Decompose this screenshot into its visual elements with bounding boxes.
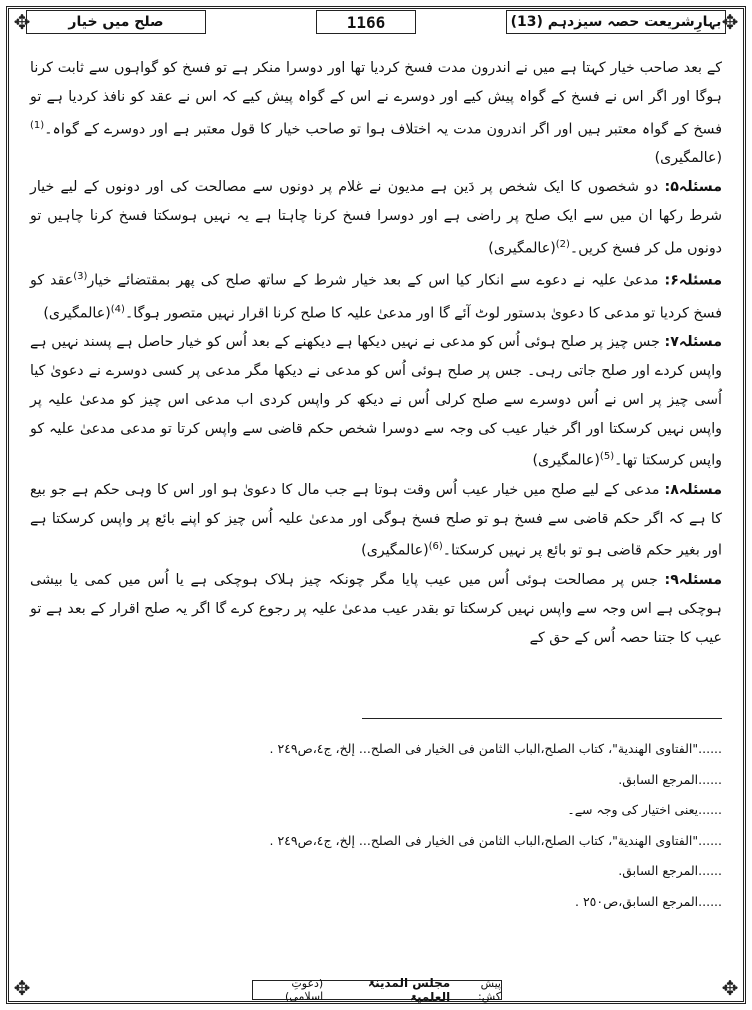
footnote-ref[interactable]: (6) — [428, 541, 443, 553]
footnotes — [162, 734, 722, 917]
page-header — [26, 10, 726, 36]
footer-prefix: پیش کش: — [478, 977, 501, 1003]
source-citation: (عالمگیری) — [43, 305, 111, 322]
paragraph — [30, 263, 722, 328]
source-citation: (عالمگیری) — [361, 543, 429, 560]
footnote-item: ......المرجع السابق. — [618, 771, 722, 787]
corner-ornament-icon: ✥ — [721, 976, 739, 1000]
paragraph-text: مدعیٰ علیہ نے دعوے سے انکار کیا اس کے بعد خیار شرط کے ساتھ صلح کی پھر بمقتضائے خیار — [87, 272, 659, 289]
masala-label: مسئلہ۶: — [664, 272, 722, 289]
footnote-ref[interactable]: (4) — [110, 303, 125, 315]
footnote-item: ......المرجع السابق. — [618, 863, 722, 878]
paragraph-text: کے بعد صاحب خیار کہتا ہے میں نے اندرون مدت فسخ کردیا تھا اور دوسرا منکر ہے تو فسخ کو گواہوں سے ثابت کرنا ہوگا اور اگر اس نے فسخ کے گواہ پیش کیے اور دوسرے نے اس کے گواہ پیش کیے کہ اس نے عقد کو نافذ کردیا ہے تو فسخ کے گواہ معتبر ہیں اور اگر اندرون مدت یہ اختلاف ہوا تو صاحب خیار کا قول معتبر ہے اور دوسرے کے گواہ۔ — [30, 60, 722, 138]
masala-label: مسئلہ۷: — [664, 334, 722, 351]
masala-label: مسئلہ۸: — [664, 481, 723, 498]
paragraph — [30, 173, 722, 263]
masala-label: مسئلہ۵: — [664, 178, 722, 195]
footnote-item: ......یعنی اختیار کی وجہ سے۔ — [567, 802, 722, 817]
source-citation: (عالمگیری) — [654, 150, 722, 167]
paragraph-text: عقد کو فسخ کردیا تو مدعی کا دعویٰ بدستور لوٹ آئے گا اور مدعیٰ علیہ کا صلح کرنا اقرار نہیں متصور ہوگا۔ — [30, 272, 722, 322]
publisher-name: مجلس المدینۃ العلمیۃ — [368, 976, 451, 1004]
footnote-item: ......"الفتاوی الهندية"، كتاب الصلح،الباب الثامن فی الخيار فی الصلح... إلخ، ج٤،ص٢٤٩ . — [269, 741, 722, 756]
footnote-item: ......المرجع السابق،ص٢٥٠ . — [575, 893, 722, 909]
paragraph — [30, 476, 722, 566]
paragraph — [30, 566, 722, 652]
chapter-title: صلح میں خیار — [26, 10, 206, 34]
footnote-ref[interactable]: (3) — [73, 271, 88, 283]
corner-ornament-icon: ✥ — [721, 10, 739, 34]
publisher-org: (دعوتِ اسلامی) — [285, 977, 324, 1003]
footnote-divider — [362, 718, 722, 719]
corner-ornament-icon: ✥ — [13, 10, 31, 34]
footnote-ref[interactable]: (1) — [30, 119, 45, 131]
page-footer — [252, 976, 502, 1004]
paragraph — [30, 54, 722, 173]
book-title: بہارِشریعت حصہ سیزدہم (13) — [506, 10, 726, 34]
footnote-ref[interactable]: (2) — [555, 238, 570, 250]
footnote-ref[interactable]: (5) — [599, 451, 615, 463]
paragraph-text: مدعی کے لیے صلح میں خیار عیب اُس وقت ہوتا ہے جب مال کا دعویٰ ہو اور اس کا وہی حکم ہے جو بیع کا ہے کہ اگر حکم قاضی سے فسخ ہو تو صلح فسخ ہوگی اور مدعیٰ علیہ اُس چیز کو اپنے بائع پر واپس کرسکتا ہے اور بغیر حکم قاضی ہو تو بائع پر نہیں کرسکتا۔ — [30, 481, 722, 560]
corner-ornament-icon: ✥ — [13, 976, 31, 1000]
source-citation: (عالمگیری) — [488, 240, 556, 257]
paragraph — [30, 328, 722, 476]
footnote-item: ......"الفتاوی الهندية"، كتاب الصلح،الباب الثامن فی الخيار فی الصلح... إلخ، ج٤،ص٢٤٩ . — [269, 832, 722, 848]
page-number: 1166 — [316, 10, 416, 34]
main-text — [30, 54, 722, 652]
paragraph-text: دو شخصوں کا ایک شخص پر دَین ہے مدیون نے غلام پر دونوں سے مصالحت کی اور دونوں کے لیے خیار شرط رکھا ان میں سے ایک صلح پر راضی ہے اور دوسرا فسخ کرنا چاہتا ہے یہ نہیں ہوسکتا فسخ کرنا چاہیں تو دونوں مل کر فسخ کریں۔ — [30, 178, 722, 257]
paragraph-text: جس پر مصالحت ہوئی اُس میں عیب پایا مگر چونکہ چیز ہلاک ہوچکی ہے یا اُس میں کمی یا بیشی ہوچکی ہے اس وجہ سے واپس نہیں کرسکتا تو بقدر عیب مدعیٰ علیہ پر رجوع کرے گا اگر یہ صلح اقرار کے بعد ہے تو عیب کا جتنا حصہ اُس کے حق کے — [30, 571, 722, 646]
paragraph-text: جس چیز پر صلح ہوئی اُس کو مدعی نے نہیں دیکھا ہے دیکھنے کے بعد اُس کو خیار حاصل ہے پسند نہیں ہے واپس کردے اور صلح جاتی رہی۔ جس پر صلح ہوئی اُس کو مدعی نے دیکھا مگر مدعی پر کسی دوسرے نے دعویٰ کیا اُسی چیز پر اس نے اُس دوسرے سے صلح کرلی اُس نے دیکھ کر واپس کردی اب مدعی اس چیز کو مدعیٰ علیہ پر واپس نہیں کرسکتا اور اگر خیار عیب کی وجہ سے دوسرا شخص حکم قاضی سے واپس کرتا تو مدعی مدعیٰ علیہ کو واپس کرسکتا تھا۔ — [30, 334, 722, 470]
masala-label: مسئلہ۹: — [664, 571, 722, 588]
source-citation: (عالمگیری) — [532, 453, 600, 470]
